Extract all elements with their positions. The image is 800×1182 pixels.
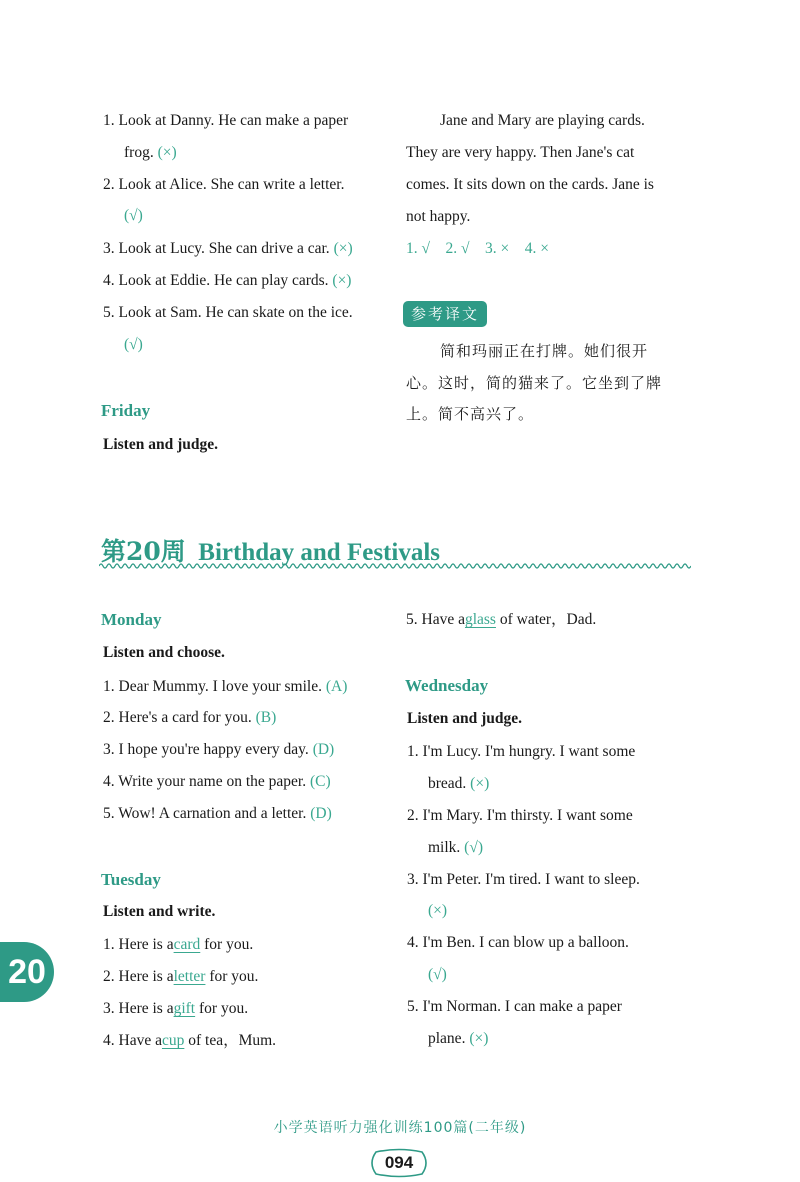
thursday-item-1: 1. Look at Danny. He can make a paper — [103, 112, 349, 129]
monday-title: Monday — [101, 610, 162, 629]
wednesday-item-3-answer — [428, 901, 447, 921]
filled-blank: cup — [161, 1032, 185, 1049]
wednesday-item-3: 3. I'm Peter. I'm tired. I want to sleep. — [407, 871, 640, 888]
thursday-item-3: 3. Look at Lucy. She can drive a car. (×) — [103, 240, 353, 257]
monday-instruction: Listen and choose. — [103, 644, 225, 661]
wednesday-item-2: 2. I'm Mary. I'm thirsty. I want some — [407, 807, 633, 824]
wednesday-item-1: 1. I'm Lucy. I'm hungry. I want some — [407, 743, 636, 760]
translation-line-3: 上。简不高兴了。 — [406, 405, 535, 423]
translation-line-1: 简和玛丽正在打牌。她们很开 — [440, 342, 649, 360]
wednesday-item-1-cont: bread. (×) — [428, 775, 490, 792]
answer-mark: (×) — [332, 272, 352, 289]
passage-line-3: comes. It sits down on the cards. Jane is — [406, 176, 654, 193]
wednesday-item-4: 4. I'm Ben. I can blow up a balloon. — [407, 934, 629, 951]
tuesday-item-2: 2. Here is aletter for you. — [103, 968, 259, 985]
answer-mark: (√) — [124, 207, 143, 224]
monday-item-1: 1. Dear Mummy. I love your smile. (A) — [103, 678, 348, 695]
wednesday-item-5: 5. I'm Norman. I can make a paper — [407, 998, 622, 1015]
wednesday-title: Wednesday — [405, 676, 489, 695]
friday-title: Friday — [101, 401, 151, 420]
translation-line-2: 心。这时，简的猫来了。它坐到了牌 — [406, 374, 663, 392]
monday-item-3: 3. I hope you're happy every day. (D) — [103, 741, 335, 758]
monday-item-2: 2. Here's a card for you. (B) — [103, 709, 277, 726]
wednesday-instruction: Listen and judge. — [407, 710, 522, 727]
answer-mark: (×) — [428, 902, 448, 919]
answer-mark: (√) — [464, 839, 484, 856]
answer-mark: (×) — [157, 144, 177, 161]
tuesday-instruction: Listen and write. — [103, 903, 216, 920]
monday-item-5: 5. Wow! A carnation and a letter. (D) — [103, 805, 332, 822]
page-number: 094 — [368, 1148, 430, 1178]
answer-mark: (A) — [325, 678, 348, 695]
thursday-item-2: 2. Look at Alice. She can write a letter. — [103, 176, 345, 193]
thursday-item-5: 5. Look at Sam. He can skate on the ice. — [103, 304, 353, 321]
tuesday-item-1: 1. Here is acard for you. — [103, 936, 254, 953]
friday-instruction: Listen and judge. — [103, 436, 218, 453]
thursday-item-4: 4. Look at Eddie. He can play cards. (×) — [103, 272, 352, 289]
wednesday-item-2-cont: milk. (√) — [428, 839, 484, 856]
filled-blank: card — [173, 936, 201, 953]
week-title: 第20周 Birthday and Festivals — [101, 537, 440, 566]
tuesday-title: Tuesday — [101, 870, 161, 889]
filled-blank: gift — [173, 1000, 196, 1017]
thursday-item-1-cont: frog. (×) — [124, 144, 177, 161]
wavy-divider — [99, 561, 691, 571]
monday-item-4: 4. Write your name on the paper. (C) — [103, 773, 331, 790]
answer-mark: (C) — [310, 773, 331, 790]
answer-mark: (×) — [333, 240, 353, 257]
book-title-footer: 小学英语听力强化训练100篇(二年级) — [273, 1120, 527, 1136]
friday-answers: 1. √ 2. √ 3. × 4. × — [406, 240, 550, 257]
tuesday-item-5: 5. Have aglass of water，Dad. — [406, 611, 597, 628]
tuesday-item-3: 3. Here is agift for you. — [103, 1000, 249, 1017]
answer-mark: (B) — [255, 709, 277, 726]
thursday-item-5-answer — [124, 335, 143, 355]
passage-line-4: not happy. — [406, 208, 471, 225]
translation-tag: 参考译文 — [403, 301, 487, 327]
answer-mark: (√) — [428, 966, 447, 983]
answer-mark: (D) — [312, 741, 335, 758]
answer-mark: (√) — [124, 336, 143, 353]
passage-line-2: They are very happy. Then Jane's cat — [406, 144, 635, 161]
thursday-item-2-answer — [124, 206, 143, 226]
answer-mark: (×) — [469, 1030, 489, 1047]
week-side-tab: 20 — [0, 942, 54, 1002]
wednesday-item-5-cont: plane. (×) — [428, 1030, 489, 1047]
wednesday-item-4-answer — [428, 965, 447, 985]
tuesday-item-4: 4. Have acup of tea，Mum. — [103, 1032, 277, 1049]
answer-mark: (×) — [470, 775, 490, 792]
passage-line-1: Jane and Mary are playing cards. — [440, 112, 645, 129]
filled-blank: glass — [464, 611, 496, 628]
answer-mark: (D) — [310, 805, 332, 822]
filled-blank: letter — [173, 968, 206, 985]
